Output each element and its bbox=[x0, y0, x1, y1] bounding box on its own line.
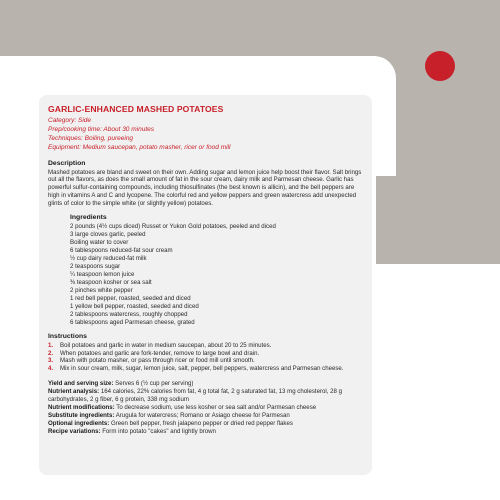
ingredient-item: 2 pinches white pepper bbox=[70, 286, 133, 294]
ingredient-item: 1 red bell pepper, roasted, seeded and diced bbox=[70, 294, 191, 302]
description-heading: Description bbox=[48, 160, 86, 167]
instructions-heading: Instructions bbox=[48, 333, 87, 341]
instruction-step bbox=[48, 350, 363, 358]
recipe-time: Prep/cooking time: About 30 minutes bbox=[48, 126, 154, 133]
ingredient-item: ¼ teaspoon lemon juice bbox=[70, 270, 135, 278]
instruction-step bbox=[48, 365, 363, 373]
red-circle-icon bbox=[425, 51, 455, 81]
step-text: Mix in sour cream, milk, sugar, lemon juice, salt, pepper, bell peppers, watercress and Parmesan cheese. bbox=[60, 365, 344, 373]
instructions-list bbox=[48, 342, 363, 374]
substitute-label: Substitute ingredients: bbox=[48, 411, 115, 419]
step-text: Mash with potato masher, or pass through ricer or food mill until smooth. bbox=[60, 357, 255, 365]
yield-line bbox=[48, 380, 363, 388]
variations-value: Form into potato "cakes" and lightly brown bbox=[100, 427, 216, 435]
ingredient-item: 2 tablespoons watercress, roughly chopped bbox=[70, 311, 188, 319]
ingredient-item: 3 large cloves garlic, peeled bbox=[70, 230, 146, 238]
ingredients-section bbox=[70, 214, 363, 327]
nutrient-label: Nutrient analysis: bbox=[48, 388, 100, 396]
ingredient-item: 2 teaspoons sugar bbox=[70, 262, 121, 270]
ingredient-item: Boiling water to cover bbox=[70, 238, 129, 246]
instruction-step bbox=[48, 342, 363, 350]
yield-label: Yield and serving size: bbox=[48, 380, 114, 388]
variations-label: Recipe variations: bbox=[48, 427, 101, 435]
step-number: 1. bbox=[48, 341, 54, 349]
substitute-value: Arugula for watercress; Romano or Asiago cheese for Parmesan bbox=[114, 411, 290, 419]
step-number: 2. bbox=[48, 349, 54, 357]
description-text: Mashed potatoes are bland and sweet on their own. Adding sugar and lemon juice help boost their flavor. Salt brings out all the flavors, as does the small amount of fat in the sour cream, dairy milk and Parmesan cheese. Garlic has powerful sulfur-containing compounds, including thiosulfinates (the best known is allicin), and the bell peppers are high in vitamins A and C and lycopene. The colorful red and yellow peppers and green watercress add unexpected glints of color to the simple white (or slightly yellow) potatoes. bbox=[48, 168, 362, 208]
variations-line bbox=[48, 428, 363, 436]
nutrient-line bbox=[48, 388, 363, 404]
modifications-line bbox=[48, 404, 363, 412]
recipe-category: Category: Side bbox=[48, 117, 91, 124]
recipe-title: GARLIC-ENHANCED MASHED POTATOES bbox=[48, 104, 224, 114]
modifications-label: Nutrient modifications: bbox=[48, 403, 115, 411]
step-number: 4. bbox=[48, 365, 54, 373]
nutrient-value: 164 calories, 22% calories from fat, 4 g total fat, 2 g saturated fat, 13 mg cholesterol, 28 g carbohydrates, 2 g fiber, 6 g protein, 338 mg sodium bbox=[48, 388, 343, 404]
ingredient-item: 6 tablespoons aged Parmesan cheese, grated bbox=[70, 319, 195, 327]
yield-value: Serves 6 (½ cup per serving) bbox=[113, 380, 194, 388]
optional-value: Green bell pepper, fresh jalapeno pepper or dried red pepper flakes bbox=[109, 419, 293, 427]
recipe-notes bbox=[48, 380, 363, 435]
ingredient-item: ⅜ teaspoon kosher or sea salt bbox=[70, 278, 152, 286]
step-text: Boil potatoes and garlic in water in medium saucepan, about 20 to 25 minutes. bbox=[60, 341, 272, 349]
optional-label: Optional ingredients: bbox=[48, 419, 110, 427]
recipe-equipment: Equipment: Medium saucepan, potato masher, ricer or food mill bbox=[48, 144, 231, 151]
recipe-card bbox=[39, 95, 372, 475]
ingredient-item: 2 pounds (4½ cups diced) Russet or Yukon Gold potatoes, peeled and diced bbox=[70, 222, 276, 230]
substitute-line bbox=[48, 412, 363, 420]
step-text: When potatoes and garlic are fork-tender, remove to large bowl and drain. bbox=[60, 349, 260, 357]
ingredients-heading: Ingredients bbox=[70, 214, 107, 222]
modifications-value: To decrease sodium, use less kosher or sea salt and/or Parmesan cheese bbox=[114, 403, 317, 411]
optional-line bbox=[48, 420, 363, 428]
ingredient-item: 6 tablespoons reduced-fat sour cream bbox=[70, 246, 173, 254]
instruction-step bbox=[48, 357, 363, 365]
ingredient-item: 1 yellow bell pepper, roasted, seeded and diced bbox=[70, 303, 199, 310]
recipe-techniques: Techniques: Boiling, pureeing bbox=[48, 135, 134, 142]
ingredient-item: ½ cup dairy reduced-fat milk bbox=[70, 254, 147, 262]
recipe-meta bbox=[48, 116, 363, 152]
step-number: 3. bbox=[48, 357, 54, 365]
